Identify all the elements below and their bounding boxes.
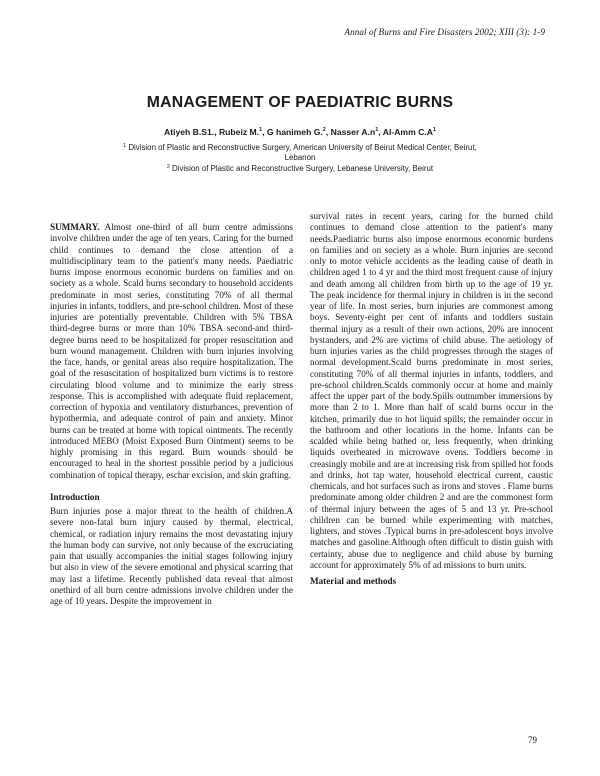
affiliation-text: Division of Plastic and Reconstructive Surgery, American University of Beirut Medical Center, Beirut, Lebanon bbox=[128, 143, 477, 162]
paper-title: MANAGEMENT OF PAEDIATRIC BURNS bbox=[146, 94, 454, 111]
affiliation-mark: 2 bbox=[166, 163, 170, 170]
summary-label: SUMMARY. bbox=[50, 222, 100, 232]
author: G hanimeh G. bbox=[266, 127, 323, 137]
summary-paragraph bbox=[50, 222, 293, 481]
page-number: 79 bbox=[528, 735, 537, 745]
author: Nasser A.n bbox=[330, 127, 376, 137]
summary-text: Almost one-third of all burn centre admissions involve children under the age of ten years. Caring for the burned child continues to demand the close attention of a multidisciplinary team to the patient's many needs. Paediatric burns impose enormous economic burdens on families and on society as a whole. Scald burns secondary to household accidents predominate in most series, constituting 70% of all thermal injuries in infants, toddlers, and pre-school children. Most of these injuries are potentially preventable. Children with 5% TBSA third-degree burns or more than 10% TBSA second-and third-degree burns need to be hospitalized for proper resuscitation and burn wound management. Children with burn injuries involving the face, hands, or genital areas also require hospitalization. The goal of the resuscitation of hospitalized burn victims is to restore circulating blood volume and to minimize the early stress response. This is accomplished with adequate fluid replacement, correction of hypoxia and ventilatory disturbances, prevention of hypothermia, and adequate control of pain and anxiety. Minor burns can be treated at home with topical ointments. The recently introduced MEBO (Moist Exposed Burn Ointment) seems to be highly promising in this regard. Burn wounds should be encouraged to heal in the shortest possible period by a judicious combination of topical therapy, eschar excision, and skin grafting. bbox=[50, 222, 293, 480]
journal-header: Annal of Burns and Fire Disasters 2002; XIII (3): 1-9 bbox=[344, 27, 545, 37]
introduction-text-left: Burn injuries pose a major threat to the health of children.A severe non-fatal burn injury caused by thermal, electrical, chemical, or radiation injury remains the most devastating injury the human body can survive, not only because of the excruciating pain that usually accompanies the initial stages following injury but also in view of the severe emotional and physical scarring that may last a lifetime. Recently published data reveal that almost onethird of all burn centre admissions involve children under the age of 10 years. Despite the improvement in bbox=[50, 506, 293, 606]
author: Atiyeh B.S1. bbox=[164, 127, 215, 137]
author-affiliation-mark: 2 bbox=[322, 127, 326, 133]
affiliation-text: Division of Plastic and Reconstructive Surgery, Lebanese University, Beirut bbox=[172, 163, 434, 173]
introduction-heading: Introduction bbox=[50, 491, 100, 502]
affiliation-1 bbox=[110, 142, 490, 163]
author-list: Atiyeh B.S1., Rubeiz M.$^1$, G hanimeh G.$^2$, Nasser $A.n^1$, Al-Amm $C.A^1$ bbox=[164, 127, 436, 137]
author: Rubeiz M. bbox=[218, 127, 260, 137]
author-affiliation-mark: 1 bbox=[432, 127, 436, 133]
affiliation-2 bbox=[110, 163, 490, 174]
author-affiliation-mark: 1 bbox=[375, 127, 379, 133]
affiliations bbox=[110, 142, 490, 173]
author: Al-Amm C.A bbox=[382, 127, 433, 137]
left-column bbox=[50, 222, 293, 607]
materials-methods-heading: Material and methods bbox=[310, 576, 397, 586]
right-column bbox=[310, 211, 553, 590]
author-affiliation-mark: 1 bbox=[259, 127, 263, 133]
affiliation-mark: 1 bbox=[123, 143, 127, 149]
introduction-text-right: survival rates in recent years, caring for the burned child continues to demand close attention to the patient's many needs.Paediatric burns also impose enormous economic burdens on families and on society as a whole. Burn injuries are second only to motor vehicle accidents as the leading cause of death in children aged 1 to 4 yr and the third most frequent cause of injury and death among all children from birth up to the age of 19 yr. The peak incidence for thermal injury in children is in the second year of life. In most series, burn injuries are commonest among boys. Seventy-eight per cent of infants and toddlers sustain thermal injury as a result of their own actions, 20% are innocent bystanders, and 2% are victims of child abuse. The aetiology of burn injuries varies as the child progresses through the stages of normal development.Scald burns predominate in most series, constituting 70% of all thermal injuries in infants, toddlers, and pre-school children.Scalds commonly occur at home and mainly affect the upper part of the body.Spills outnumber immersions by more than 2 to 1. More than half of scald burns occur in the kitchen, primarily due to hot liquid spills; the remainder occur in the bathroom and other locations in the home. Infants can be scalded while being bathed or, less frequently, when drinking liquids overheated in microwave ovens. Toddlers become in creasingly mobile and are at increasing risk from spilled hot foods and drinks, hot tap water, household electrical current, caustic chemicals, and hot surfaces such as irons and stoves . Flame burns predominate among older children 2 and are the commonest form of thermal injury between the ages of 5 and 13 yr. Pre-school children can be burned while experimenting with matches, lighters, and stoves .Typical burns in pre-adolescent boys involve matches and gasoline.Although often difficult to distin guish with certainty, abuse due to negligence and child abuse by burning account for approximately 5% of ad missions to burn units. bbox=[310, 211, 553, 570]
